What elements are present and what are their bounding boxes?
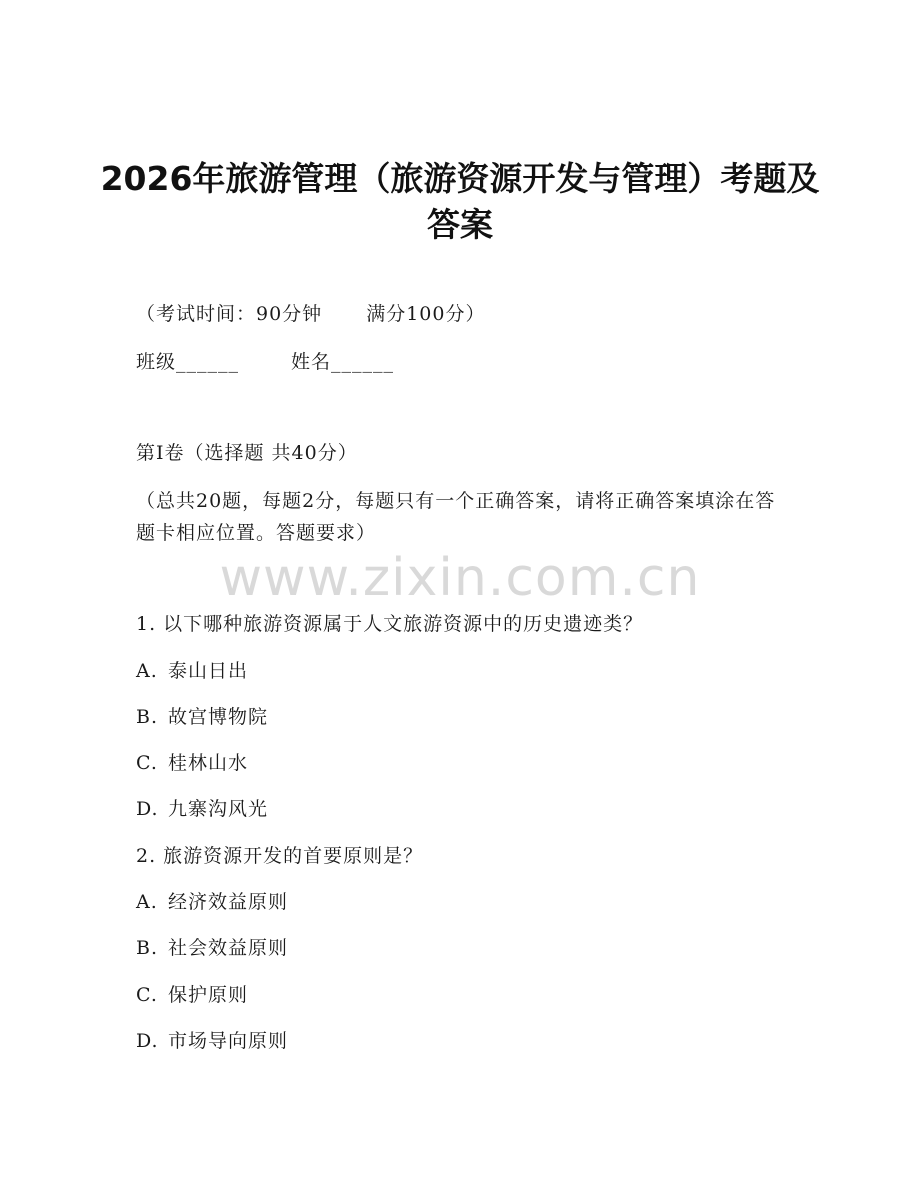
question-1-option-c	[136, 751, 248, 775]
option-key: B.	[136, 937, 159, 959]
option-text: 泰山日出	[168, 660, 249, 682]
option-key: B.	[136, 706, 159, 728]
question-2-option-b	[136, 936, 288, 960]
option-key: C.	[136, 984, 158, 1006]
option-key: D.	[136, 1030, 159, 1052]
question-2-option-c	[136, 983, 248, 1007]
question-1-option-a	[136, 659, 248, 683]
watermark: www.zixin.com.cn	[219, 548, 701, 608]
section-instructions: （总共20题，每题2分，每题只有一个正确答案，请将正确答案填涂在答题卡相应位置。答题要求）	[136, 490, 776, 544]
class-field: 班级______	[136, 351, 240, 373]
option-text: 市场导向原则	[168, 1030, 289, 1052]
question-2-option-d	[136, 1029, 288, 1053]
exam-time: （考试时间：90分钟	[136, 303, 323, 325]
option-key: A.	[136, 660, 158, 682]
question-1-option-d	[136, 797, 268, 821]
option-text: 经济效益原则	[168, 891, 289, 913]
option-text: 保护原则	[168, 984, 249, 1006]
section-heading: 第Ⅰ卷（选择题 共40分）	[136, 442, 358, 464]
option-key: C.	[136, 752, 158, 774]
question-2-option-a	[136, 890, 288, 914]
student-fields	[136, 350, 394, 374]
exam-full-score: 满分100分）	[366, 303, 486, 325]
option-text: 故宫博物院	[168, 706, 269, 728]
option-key: D.	[136, 798, 159, 820]
name-field: 姓名______	[291, 351, 395, 373]
question-2-stem: 2. 旅游资源开发的首要原则是？	[136, 845, 424, 867]
question-1-stem: 1. 以下哪种旅游资源属于人文旅游资源中的历史遗迹类？	[136, 613, 644, 635]
option-text: 社会效益原则	[168, 937, 289, 959]
document-title: 2026年旅游管理（旅游资源开发与管理）考题及答案	[100, 159, 820, 244]
exam-info	[136, 302, 485, 326]
option-text: 九寨沟风光	[168, 798, 269, 820]
option-key: A.	[136, 891, 158, 913]
option-text: 桂林山水	[168, 752, 249, 774]
question-1-option-b	[136, 705, 268, 729]
